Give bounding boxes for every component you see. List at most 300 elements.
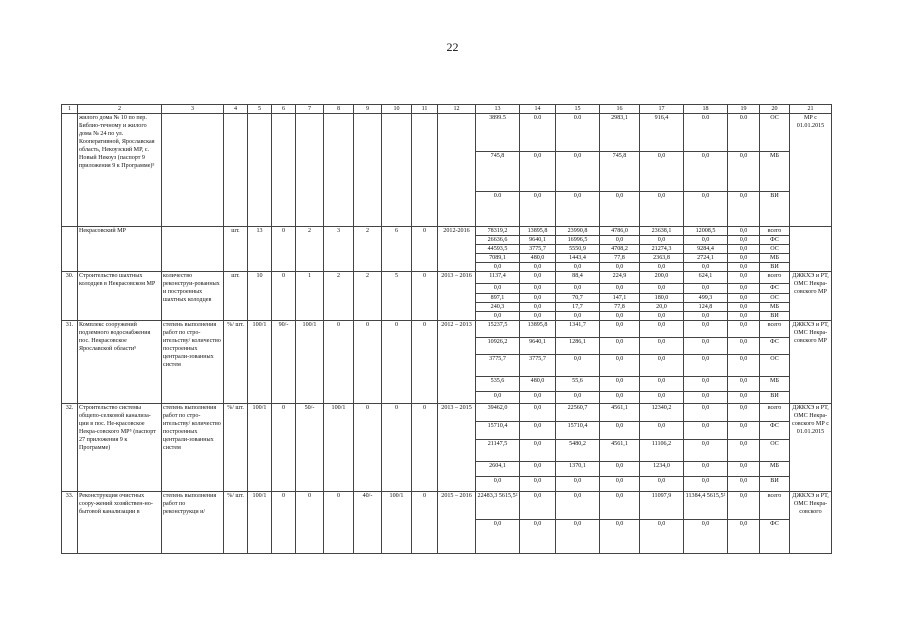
funding-value-cell: 0,0	[728, 312, 760, 321]
target-value-cell: 0	[412, 272, 438, 321]
unit-cell	[224, 114, 248, 227]
funding-value-cell: 0,0	[728, 303, 760, 312]
funding-value-cell: 4561,1	[600, 404, 640, 422]
target-value-cell: 2	[296, 227, 324, 272]
funding-value-cell: 11384,4 5615,5²	[684, 492, 728, 520]
program-table	[61, 104, 832, 554]
funding-value-cell: 12008,5	[684, 227, 728, 236]
row-b-subrow	[62, 227, 832, 236]
funding-value-cell: 0,0	[684, 520, 728, 554]
funding-value-cell: 0,0	[600, 263, 640, 272]
funding-source-cell: ВИ	[760, 312, 790, 321]
funding-value-cell: 20,0	[640, 303, 684, 312]
column-number-header: 1	[62, 105, 78, 114]
target-value-cell	[296, 114, 324, 227]
funding-value-cell: 7089,1	[476, 254, 520, 263]
funding-value-cell: 0,0	[684, 236, 728, 245]
funding-source-cell: ВИ	[760, 392, 790, 404]
target-value-cell: 50/-	[296, 404, 324, 492]
target-value-cell: 100/1	[382, 492, 412, 554]
target-value-cell: 0	[382, 321, 412, 404]
column-number-header: 10	[382, 105, 412, 114]
funding-source-cell: ВИ	[760, 477, 790, 492]
funding-value-cell: 0.0	[476, 192, 520, 227]
funding-value-cell: 0,0	[684, 462, 728, 477]
unit-cell: %/ шт.	[224, 404, 248, 492]
period-cell: 2012 – 2013	[438, 321, 476, 404]
object-name: Строительство системы общепо-селковой канализа-ции в пос. Не-красовское Некра-совского МР⁵ (паспорт 27 приложения 9 к Программе)	[78, 404, 162, 492]
column-number-header: 7	[296, 105, 324, 114]
executor-note: ДЖКХЭ и РТ, ОМС Некра-совского	[790, 492, 832, 554]
funding-value-cell: 224,9	[600, 272, 640, 284]
funding-value-cell: 5550,9	[556, 245, 600, 254]
funding-value-cell: 88,4	[556, 272, 600, 284]
unit-cell: %/ шт.	[224, 321, 248, 404]
funding-value-cell: 1341,7	[556, 321, 600, 338]
funding-value-cell: 0,0	[640, 422, 684, 440]
target-value-cell: 0	[412, 321, 438, 404]
funding-source-cell: ФС	[760, 338, 790, 355]
funding-value-cell: 0,0	[728, 227, 760, 236]
target-value-cell	[412, 114, 438, 227]
object-name: жилого дома № 10 по пер. Библио-течному и жилого дома № 24 по ул. Кооперативной, Ярославская область, Некоузский МР, с. Новый Некоуз (паспорт 9 приложения 9 к Программе)⁵	[78, 114, 162, 227]
funding-value-cell: 0.0	[556, 114, 600, 152]
funding-value-cell: 0,0	[600, 477, 640, 492]
indicator-name: степень выполнения работ по стро-ительству/ количество построенных централи-зованных систем	[162, 404, 224, 492]
header-row	[62, 105, 832, 114]
funding-value-cell: 0,0	[476, 263, 520, 272]
funding-value-cell: 624,1	[684, 272, 728, 284]
target-value-cell: 0	[412, 404, 438, 492]
funding-value-cell: 0,0	[728, 192, 760, 227]
funding-value-cell: 70,7	[556, 294, 600, 303]
funding-value-cell: 26636,6	[476, 236, 520, 245]
funding-value-cell: 0,0	[520, 192, 556, 227]
object-name: Реконструкция очистных соору-жений хозяйствен-но-бытовой канализации в	[78, 492, 162, 554]
funding-value-cell: 4708,2	[600, 245, 640, 254]
funding-value-cell: 0,0	[520, 422, 556, 440]
indicator-name: степень выполнения работ по реконструкци и/	[162, 492, 224, 554]
target-value-cell: 0	[324, 492, 354, 554]
funding-value-cell: 0,0	[640, 321, 684, 338]
funding-value-cell: 11106,2	[640, 440, 684, 462]
row-30-subrow	[62, 272, 832, 284]
funding-value-cell: 3775,7	[520, 355, 556, 377]
funding-value-cell: 0,0	[640, 152, 684, 192]
funding-source-cell: ФС	[760, 236, 790, 245]
funding-value-cell: 13895,8	[520, 227, 556, 236]
target-value-cell: 13	[248, 227, 272, 272]
target-value-cell	[382, 114, 412, 227]
funding-value-cell: 5480,2	[556, 440, 600, 462]
funding-value-cell: 0,0	[640, 192, 684, 227]
funding-value-cell: 9284,4	[684, 245, 728, 254]
funding-value-cell: 22560,7	[556, 404, 600, 422]
funding-value-cell: 0,0	[600, 492, 640, 520]
column-number-header: 9	[354, 105, 382, 114]
funding-value-cell: 1443,4	[556, 254, 600, 263]
funding-value-cell: 0,0	[684, 355, 728, 377]
funding-value-cell: 200,0	[640, 272, 684, 284]
funding-value-cell: 0,0	[600, 392, 640, 404]
page-number: 22	[446, 40, 459, 54]
funding-value-cell: 0,0	[476, 392, 520, 404]
funding-value-cell: 23990,8	[556, 227, 600, 236]
funding-source-cell: МБ	[760, 303, 790, 312]
funding-value-cell: 499,3	[684, 294, 728, 303]
executor-note: ДЖКХЭ и РТ, ОМС Некра-совского МР	[790, 321, 832, 404]
funding-value-cell: 0,0	[728, 492, 760, 520]
funding-value-cell: 2983,1	[600, 114, 640, 152]
funding-value-cell: 0,0	[520, 492, 556, 520]
funding-value-cell: 0,0	[600, 520, 640, 554]
target-value-cell: 100/1	[248, 321, 272, 404]
target-value-cell: 0	[382, 404, 412, 492]
funding-value-cell: 4786,0	[600, 227, 640, 236]
target-value-cell: 40/-	[354, 492, 382, 554]
funding-value-cell: 897,1	[476, 294, 520, 303]
funding-value-cell: 15237,5	[476, 321, 520, 338]
target-value-cell: 10	[248, 272, 272, 321]
funding-source-cell: всего	[760, 227, 790, 236]
funding-value-cell: 0,0	[600, 338, 640, 355]
period-cell: 2013 – 2015	[438, 404, 476, 492]
funding-value-cell: 0,0	[640, 520, 684, 554]
funding-value-cell: 0,0	[476, 284, 520, 294]
funding-value-cell: 0,0	[684, 477, 728, 492]
unit-cell: %/ шт.	[224, 492, 248, 554]
funding-value-cell: 0,0	[520, 520, 556, 554]
target-value-cell: 0	[272, 404, 296, 492]
target-value-cell: 0	[412, 492, 438, 554]
target-value-cell: 100/1	[324, 404, 354, 492]
funding-value-cell: 11097,9	[640, 492, 684, 520]
column-number-header: 3	[162, 105, 224, 114]
funding-value-cell: 0,0	[640, 377, 684, 392]
funding-value-cell: 23638,1	[640, 227, 684, 236]
funding-source-cell: МБ	[760, 377, 790, 392]
funding-value-cell: 44593,5	[476, 245, 520, 254]
period-cell	[438, 114, 476, 227]
row-number: 33.	[62, 492, 78, 554]
column-number-header: 15	[556, 105, 600, 114]
column-number-header: 6	[272, 105, 296, 114]
funding-value-cell: 0,0	[728, 355, 760, 377]
funding-value-cell: 0,0	[520, 152, 556, 192]
funding-value-cell: 0,0	[684, 321, 728, 338]
period-cell: 2012-2016	[438, 227, 476, 272]
funding-value-cell: 0,0	[520, 404, 556, 422]
funding-value-cell: 0,0	[684, 422, 728, 440]
funding-value-cell: 0,0	[684, 440, 728, 462]
funding-value-cell: 0.0	[520, 114, 556, 152]
funding-value-cell: 1137,4	[476, 272, 520, 284]
row-number: 32.	[62, 404, 78, 492]
funding-value-cell: 16996,5	[556, 236, 600, 245]
funding-value-cell: 0,0	[556, 284, 600, 294]
funding-value-cell: 0,0	[684, 338, 728, 355]
funding-source-cell: ФС	[760, 422, 790, 440]
column-number-header: 18	[684, 105, 728, 114]
funding-value-cell: 0,0	[728, 245, 760, 254]
column-number-header: 21	[790, 105, 832, 114]
target-value-cell: 0	[324, 321, 354, 404]
funding-value-cell: 17,7	[556, 303, 600, 312]
funding-value-cell: 21274,3	[640, 245, 684, 254]
funding-value-cell: 0,0	[556, 263, 600, 272]
funding-value-cell: 0,0	[728, 520, 760, 554]
funding-value-cell: 0,0	[600, 422, 640, 440]
funding-value-cell: 0,0	[728, 462, 760, 477]
funding-value-cell: 0,0	[520, 303, 556, 312]
funding-value-cell: 0,0	[556, 355, 600, 377]
target-value-cell: 3	[324, 227, 354, 272]
funding-value-cell: 0.0	[728, 114, 760, 152]
funding-value-cell: 9640,1	[520, 338, 556, 355]
funding-value-cell: 0,0	[600, 462, 640, 477]
funding-value-cell: 0,0	[728, 338, 760, 355]
target-value-cell: 1	[296, 272, 324, 321]
indicator-name: количество реконструи-рованных и построенных шахтных колодцев	[162, 272, 224, 321]
funding-value-cell: 0,0	[728, 263, 760, 272]
funding-value-cell: 3775,7	[476, 355, 520, 377]
funding-value-cell: 0,0	[728, 321, 760, 338]
funding-value-cell: 0,0	[728, 422, 760, 440]
funding-value-cell: 0,0	[476, 520, 520, 554]
funding-value-cell: 916,4	[640, 114, 684, 152]
funding-value-cell: 3899.5	[476, 114, 520, 152]
funding-value-cell: 0,0	[728, 294, 760, 303]
funding-value-cell: 0,0	[684, 263, 728, 272]
target-value-cell: 0	[272, 272, 296, 321]
funding-value-cell: 13895,8	[520, 321, 556, 338]
funding-value-cell: 77,8	[600, 254, 640, 263]
funding-value-cell: 0,0	[728, 404, 760, 422]
funding-source-cell: всего	[760, 492, 790, 520]
funding-value-cell: 0,0	[520, 392, 556, 404]
funding-value-cell: 0,0	[684, 152, 728, 192]
target-value-cell: 5	[382, 272, 412, 321]
funding-source-cell: ОС	[760, 245, 790, 254]
column-number-header: 17	[640, 105, 684, 114]
target-value-cell: 2	[354, 272, 382, 321]
row-number: 31.	[62, 321, 78, 404]
funding-value-cell: 0,0	[728, 272, 760, 284]
column-number-header: 20	[760, 105, 790, 114]
funding-value-cell: 2604,1	[476, 462, 520, 477]
funding-source-cell: всего	[760, 272, 790, 284]
funding-value-cell: 9640,1	[520, 236, 556, 245]
funding-value-cell: 240,3	[476, 303, 520, 312]
row-32-subrow	[62, 404, 832, 422]
funding-value-cell: 0,0	[684, 392, 728, 404]
funding-value-cell: 21147,5	[476, 440, 520, 462]
indicator-name	[162, 114, 224, 227]
funding-value-cell: 0,0	[520, 462, 556, 477]
target-value-cell: 0	[272, 492, 296, 554]
target-value-cell: 100/1	[248, 492, 272, 554]
funding-value-cell: 0,0	[556, 492, 600, 520]
funding-value-cell: 0,0	[640, 355, 684, 377]
funding-value-cell: 0,0	[728, 392, 760, 404]
target-value-cell	[272, 114, 296, 227]
funding-value-cell: 12340,2	[640, 404, 684, 422]
target-value-cell: 100/1	[296, 321, 324, 404]
funding-value-cell: 0,0	[556, 192, 600, 227]
funding-value-cell: 745,8	[600, 152, 640, 192]
funding-value-cell: 78319,2	[476, 227, 520, 236]
funding-value-cell: 0,0	[520, 294, 556, 303]
funding-value-cell: 0,0	[640, 312, 684, 321]
funding-value-cell: 2724,1	[684, 254, 728, 263]
funding-value-cell: 3775,7	[520, 245, 556, 254]
column-number-header: 5	[248, 105, 272, 114]
funding-value-cell: 1370,1	[556, 462, 600, 477]
funding-source-cell: МБ	[760, 254, 790, 263]
column-number-header: 14	[520, 105, 556, 114]
funding-value-cell: 55,6	[556, 377, 600, 392]
funding-value-cell: 0,0	[520, 272, 556, 284]
funding-value-cell: 0,0	[728, 284, 760, 294]
target-value-cell: 0	[354, 321, 382, 404]
row-a-subrow	[62, 114, 832, 152]
object-name: Строительство шахтных колодцев в Некрасовском МР	[78, 272, 162, 321]
funding-value-cell: 0,0	[556, 520, 600, 554]
executor-note	[790, 227, 832, 272]
funding-value-cell: 0,0	[520, 284, 556, 294]
funding-value-cell: 2363,8	[640, 254, 684, 263]
funding-value-cell: 147,1	[600, 294, 640, 303]
funding-value-cell: 15710,4	[476, 422, 520, 440]
funding-value-cell: 0,0	[476, 312, 520, 321]
funding-source-cell: ОС	[760, 114, 790, 152]
indicator-name: степень выполнения работ по стро-ительству/ количество построенных централи-зованных систем	[162, 321, 224, 404]
row-number	[62, 114, 78, 227]
target-value-cell: 2	[354, 227, 382, 272]
funding-source-cell: ОС	[760, 440, 790, 462]
funding-value-cell: 0,0	[556, 312, 600, 321]
funding-value-cell: 0,0	[600, 236, 640, 245]
funding-value-cell: 0,0	[640, 284, 684, 294]
funding-value-cell: 0,0	[728, 440, 760, 462]
period-cell: 2015 – 2016	[438, 492, 476, 554]
row-33-subrow	[62, 492, 832, 520]
funding-value-cell: 0,0	[684, 312, 728, 321]
funding-value-cell: 0,0	[600, 312, 640, 321]
target-value-cell: 6	[382, 227, 412, 272]
target-value-cell: 90/-	[272, 321, 296, 404]
row-31-subrow	[62, 321, 832, 338]
target-value-cell	[324, 114, 354, 227]
funding-value-cell: 480,0	[520, 377, 556, 392]
target-value-cell: 0	[272, 227, 296, 272]
funding-value-cell: 0,0	[728, 377, 760, 392]
funding-value-cell: 0,0	[600, 284, 640, 294]
funding-value-cell: 15710,4	[556, 422, 600, 440]
column-number-header: 8	[324, 105, 354, 114]
funding-value-cell: 1234,0	[640, 462, 684, 477]
row-number: 30.	[62, 272, 78, 321]
funding-source-cell: всего	[760, 321, 790, 338]
funding-value-cell: 0,0	[600, 192, 640, 227]
funding-source-cell: ОС	[760, 355, 790, 377]
column-number-header: 13	[476, 105, 520, 114]
funding-value-cell: 535,6	[476, 377, 520, 392]
funding-value-cell: 77,8	[600, 303, 640, 312]
column-number-header: 19	[728, 105, 760, 114]
funding-value-cell: 0,0	[600, 321, 640, 338]
column-number-header: 12	[438, 105, 476, 114]
funding-value-cell: 10926,2	[476, 338, 520, 355]
funding-value-cell: 39462,0	[476, 404, 520, 422]
funding-value-cell: 0,0	[520, 477, 556, 492]
funding-value-cell: 0,0	[640, 477, 684, 492]
column-number-header: 2	[78, 105, 162, 114]
executor-note: ДЖКХЭ и РТ, ОМС Некра-совского МР	[790, 272, 832, 321]
funding-value-cell: 0,0	[520, 263, 556, 272]
column-number-header: 4	[224, 105, 248, 114]
funding-value-cell: 124,8	[684, 303, 728, 312]
object-name: Комплекс сооружений подземного водоснабжения пос. Некрасовское Ярославской области⁵	[78, 321, 162, 404]
target-value-cell	[248, 114, 272, 227]
target-value-cell: 100/1	[248, 404, 272, 492]
funding-value-cell: 0,0	[556, 477, 600, 492]
funding-value-cell: 745,8	[476, 152, 520, 192]
funding-source-cell: МБ	[760, 462, 790, 477]
funding-value-cell: 0,0	[684, 404, 728, 422]
executor-note: ДЖКХЭ и РТ, ОМС Некра-совского МР с 01.01.2015	[790, 404, 832, 492]
funding-value-cell: 180,0	[640, 294, 684, 303]
target-value-cell: 2	[324, 272, 354, 321]
executor-note: МР с 01.01.2015	[790, 114, 832, 227]
target-value-cell: 0	[296, 492, 324, 554]
funding-source-cell: ФС	[760, 284, 790, 294]
funding-value-cell: 0,0	[520, 440, 556, 462]
funding-value-cell: 0,0	[520, 312, 556, 321]
funding-source-cell: ОС	[760, 294, 790, 303]
funding-value-cell: 0,0	[600, 377, 640, 392]
funding-source-cell: всего	[760, 404, 790, 422]
funding-value-cell: 0,0	[728, 152, 760, 192]
funding-value-cell: 0,0	[728, 236, 760, 245]
funding-value-cell: 0,0	[728, 254, 760, 263]
funding-value-cell: 0,0	[640, 236, 684, 245]
column-number-header: 16	[600, 105, 640, 114]
funding-value-cell: 0,0	[684, 377, 728, 392]
funding-source-cell: ВИ	[760, 263, 790, 272]
unit-cell: шт.	[224, 227, 248, 272]
funding-value-cell: 0,0	[476, 477, 520, 492]
funding-value-cell: 0,0	[556, 152, 600, 192]
funding-source-cell: ВИ	[760, 192, 790, 227]
funding-value-cell: 4561,1	[600, 440, 640, 462]
funding-value-cell: 1286,1	[556, 338, 600, 355]
funding-value-cell: 22483,3 5615,5²	[476, 492, 520, 520]
funding-value-cell: 0,0	[640, 263, 684, 272]
funding-source-cell: МБ	[760, 152, 790, 192]
unit-cell: шт.	[224, 272, 248, 321]
target-value-cell	[354, 114, 382, 227]
indicator-name	[162, 227, 224, 272]
row-number	[62, 227, 78, 272]
target-value-cell: 0	[412, 227, 438, 272]
funding-value-cell: 0,0	[728, 477, 760, 492]
column-number-header: 11	[412, 105, 438, 114]
object-name: Некрасовский МР	[78, 227, 162, 272]
funding-value-cell: 0,0	[556, 392, 600, 404]
funding-value-cell: 0,0	[640, 338, 684, 355]
funding-value-cell: 0,0	[684, 192, 728, 227]
